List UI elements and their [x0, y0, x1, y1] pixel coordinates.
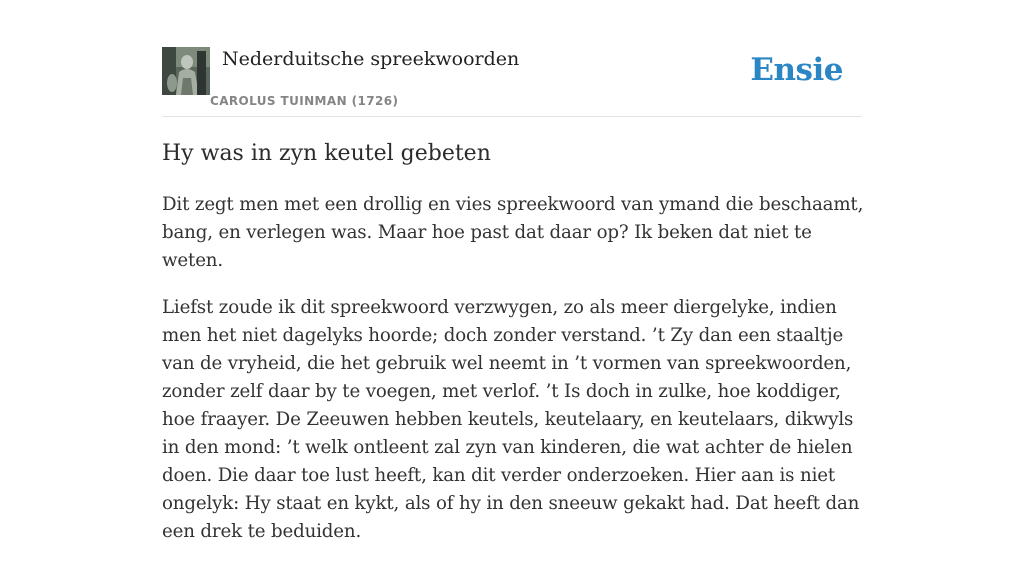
- header: [162, 46, 862, 117]
- ensie-logo[interactable]: Ensie: [750, 52, 843, 88]
- entry-content: [162, 138, 867, 565]
- author-avatar[interactable]: [162, 47, 210, 95]
- author-portrait-icon: [162, 47, 210, 95]
- entry-paragraph: Dit zegt men met een drollig en vies spreekwoord van ymand die beschaamt, bang, en verlegen was. Maar hoe past dat daar op? Ik beken dat niet te weten.: [162, 194, 864, 271]
- entry-title: Hy was in zyn keutel gebeten: [162, 141, 491, 166]
- book-title[interactable]: Nederduitsche spreekwoorden: [222, 48, 520, 70]
- entry-paragraph: Liefst zoude ik dit spreekwoord verzwygen, zo als meer diergelyke, indien men het niet dagelyks hoorde; doch zonder verstand. ’t Zy dan een staaltje van de vryheid, die het gebruik wel neemt in ’t vormen van spreekwoorden, zonder zelf daar by te voegen, met verlof. ’t Is doch in zulke, hoe koddiger, hoe fraayer. De Zeeuwen hebben keutels, keutelaary, en keutelaars, dikwyls in den mond: ’t welk ontleent zal zyn van kinderen, die wat achter de hielen doen. Die daar toe lust heeft, kan dit verder onderzoeken. Hier aan is niet ongelyk: Hy staat en kykt, als of hy in den sneeuw gekakt had. Dat heeft dan een drek te beduiden.: [162, 297, 860, 542]
- author-name[interactable]: CAROLUS TUINMAN (1726): [210, 94, 399, 108]
